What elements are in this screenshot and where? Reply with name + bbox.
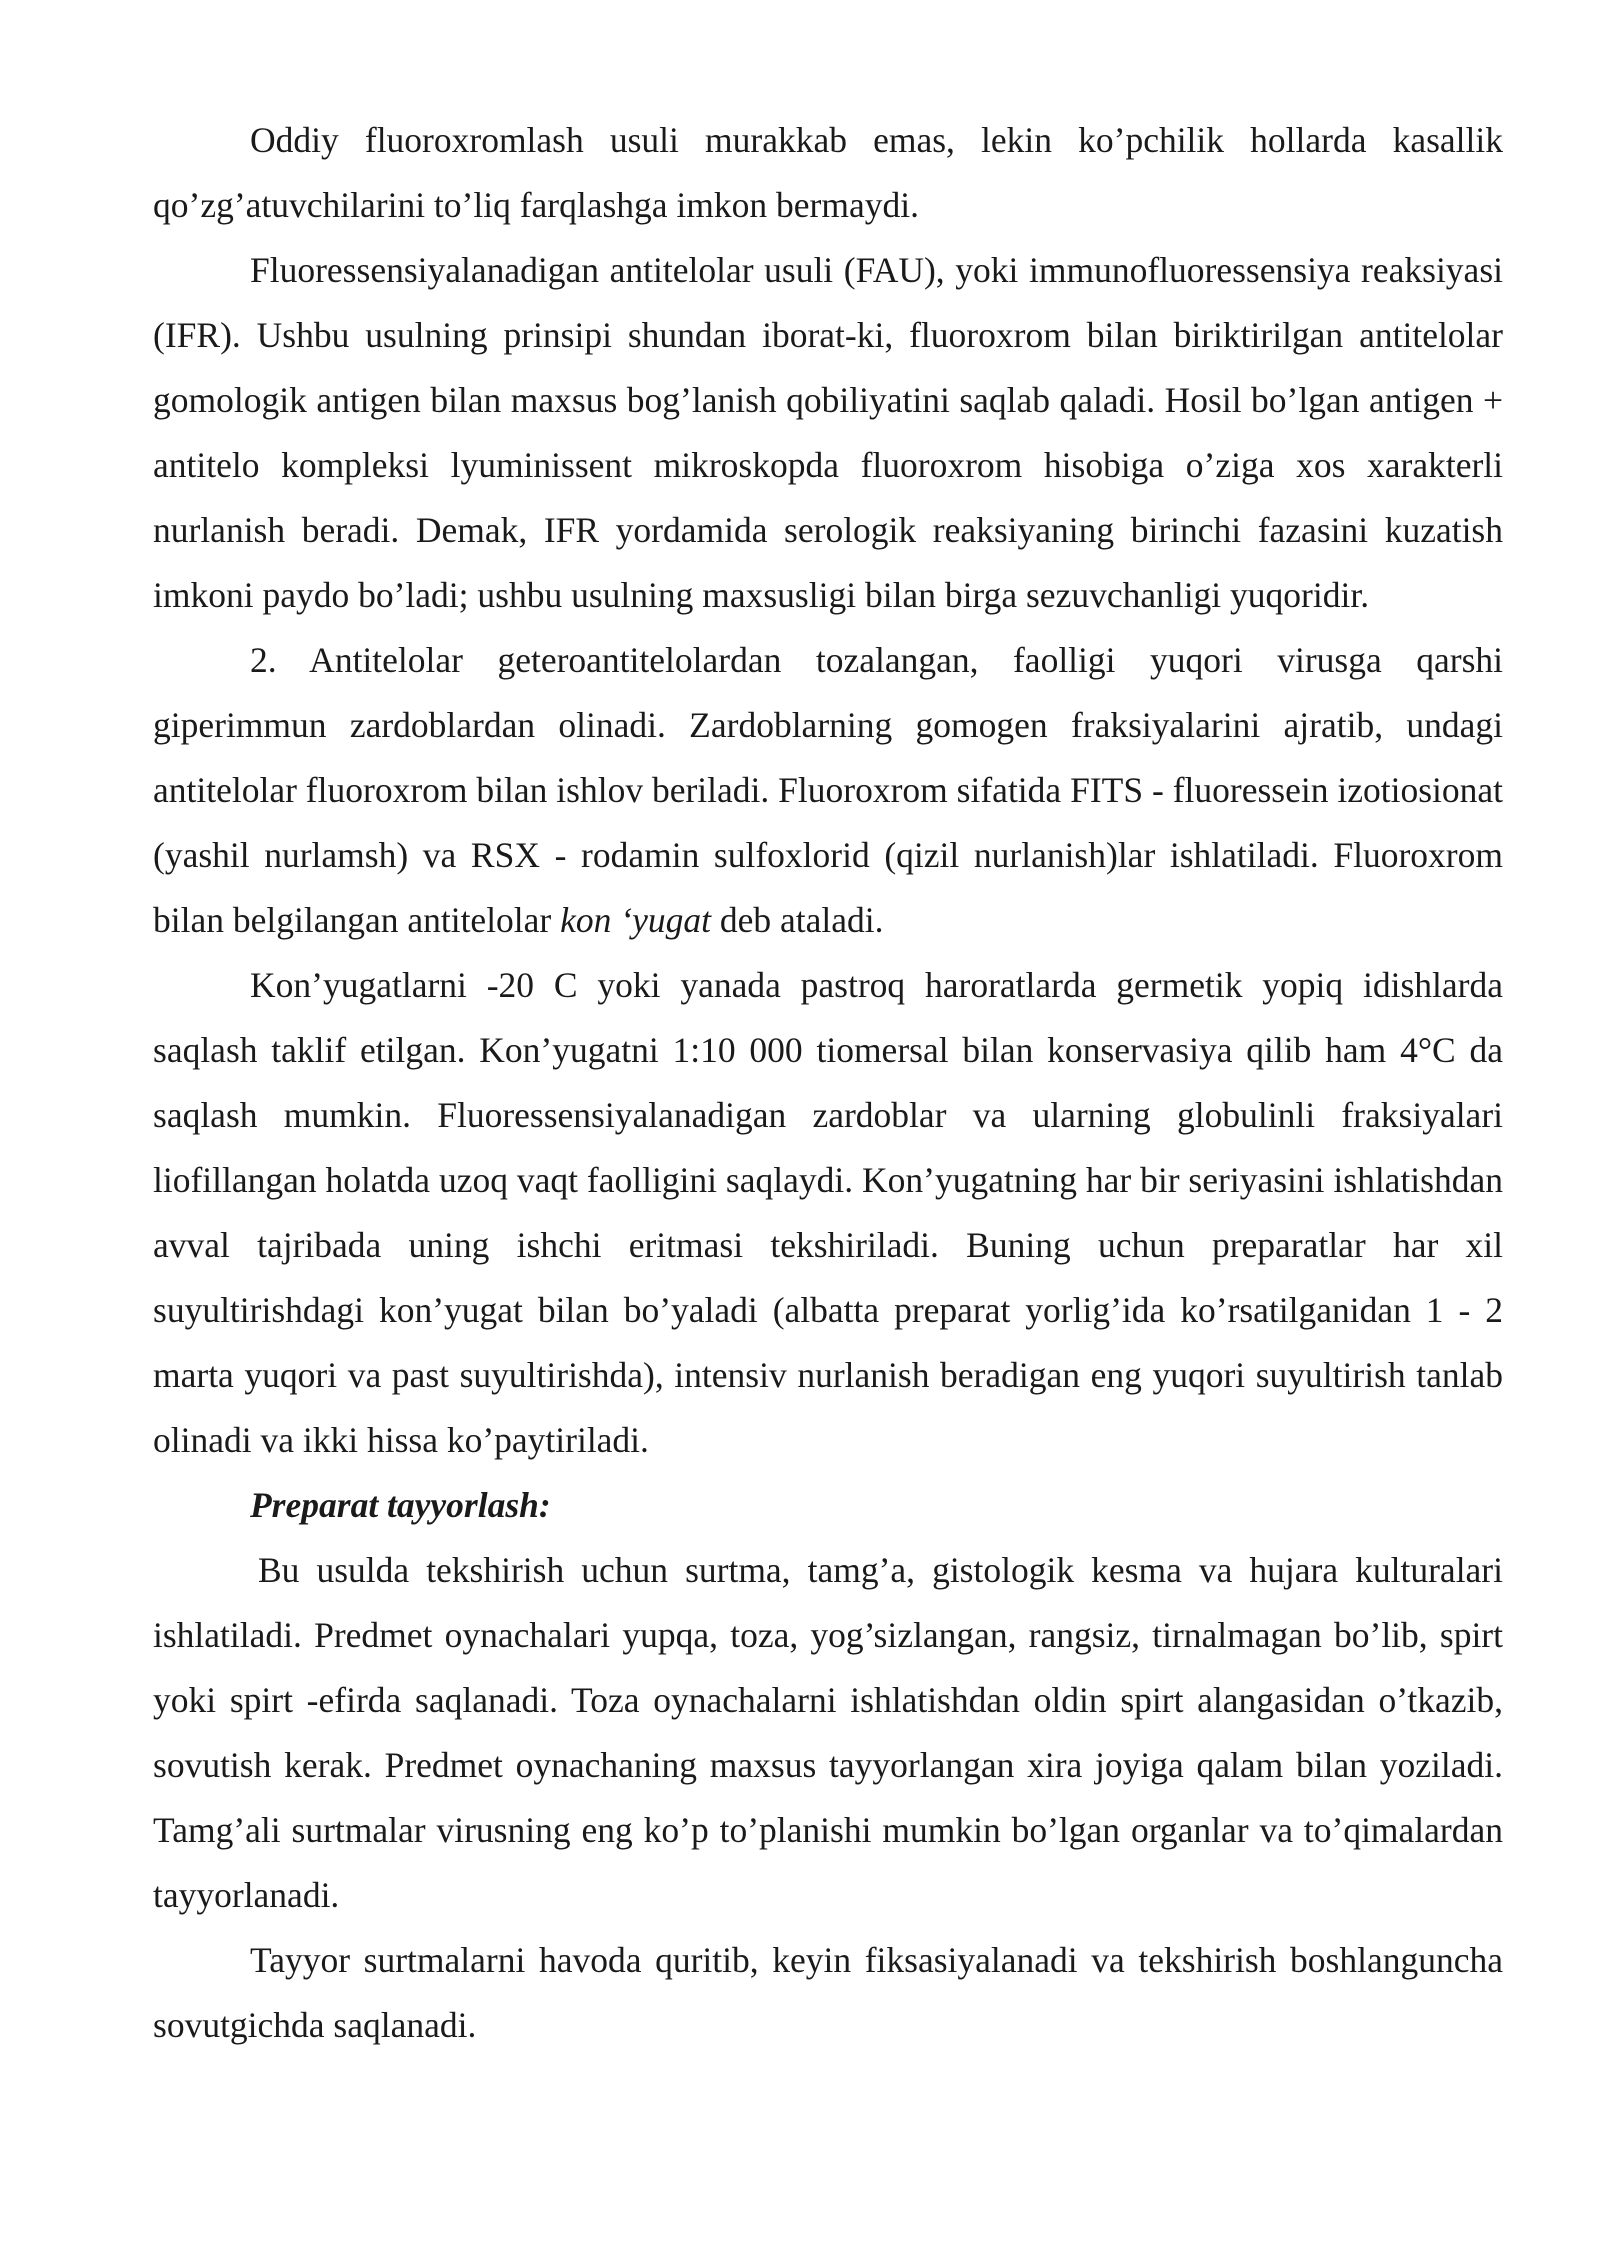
paragraph-antibodies [153,628,1503,953]
paragraph-fluorochroming-intro: Oddiy fluoroxromlash usuli murakkab emas, lekin ko’pchilik hollarda kasallik qo’zg’atuvchilarini to’liq farqlashga imkon bermaydi. [153,120,1503,225]
paragraph-conjugate-storage: Kon’yugatlarni -20 C yoki yanada pastroq haroratlarda germetik yopiq idishlarda saqlash taklif etilgan. Kon’yugatni 1:10 000 tiomersal bilan konservasiya qilib ham 4°C da saqlash mumkin. Fluoressensiyalanadigan zardoblar va ularning globulinli fraksiyalari liofillangan holatda uzoq vaqt faolligini saqlaydi. Kon’yugatning har bir seriyasini ishlatishdan avval tajribada uning ishchi eritmasi tekshiriladi. Buning uchun preparatlar har xil suyultirishdagi kon’yugat bilan bo’yaladi (albatta preparat yorlig’ida ko’rsatilganidan 1 - 2 marta yuqori va past suyultirishda), intensiv nurlanish beradigan eng yuqori suyultirish tanlab olinadi va ikki hissa ko’paytiriladi. [153,965,1503,1460]
paragraph-antibodies-end: deb ataladi. [710,900,884,940]
conjugate-term: kon ‘yugat [560,900,711,940]
paragraph-preparation: Bu usulda tekshirish uchun surtma, tamg’a, gistologik kesma va hujara kulturalari ishlatiladi. Predmet oynachalari yupqa, toza, yog’sizlangan, rangsiz, tirnalmagan bo’lib, spirt yoki spirt -efirda saqlanadi. Toza oynachalarni ishlatishdan oldin spirt alangasidan o’tkazib, sovutish kerak. Predmet oynachaning maxsus tayyorlangan xira joyiga qalam bilan yoziladi. Tamg’ali surtmalar virusning eng ko’p to’planishi mumkin bo’lgan organlar va to’qimalardan tayyorlanadi. [153,1550,1503,1915]
paragraph-antibodies-text: 2. Antitelolar geteroantitelolardan tozalangan, faolligi yuqori virusga qarshi giperimmun zardoblardan olinadi. Zardoblarning gomogen fraksiyalarini ajratib, undagi antitelolar fluoroxrom bilan ishlov beriladi. Fluoroxrom sifatida FITS - fluoressein izotiosionat (yashil nurlamsh) va RSX - rodamin sulfoxlorid (qizil nurlanish)lar ishlatiladi. Fluoroxrom bilan belgilangan antitelolar [153,640,1503,940]
paragraph-drying: Tayyor surtmalarni havoda quritib, keyin fiksasiyalanadi va tekshirish boshlanguncha sovutgichda saqlanadi. [153,1940,1503,2045]
section-heading-preparation: Preparat tayyorlash: [250,1485,551,1525]
document-page [153,108,1503,2058]
paragraph-fau-method: Fluoressensiyalanadigan antitelolar usuli (FAU), yoki immunofluoressensiya reaksiyasi (IFR). Ushbu usulning prinsipi shundan iborat-ki, fluoroxrom bilan biriktirilgan antitelolar gomologik antigen bilan maxsus bog’lanish qobiliyatini saqlab qaladi. Hosil bo’lgan antigen + antitelo kompleksi lyuminissent mikroskopda fluoroxrom hisobiga o’ziga xos xarakterli nurlanish beradi. Demak, IFR yordamida serologik reaksiyaning birinchi fazasini kuzatish imkoni paydo bo’ladi; ushbu usulning maxsusligi bilan birga sezuvchanligi yuqoridir. [153,250,1503,615]
